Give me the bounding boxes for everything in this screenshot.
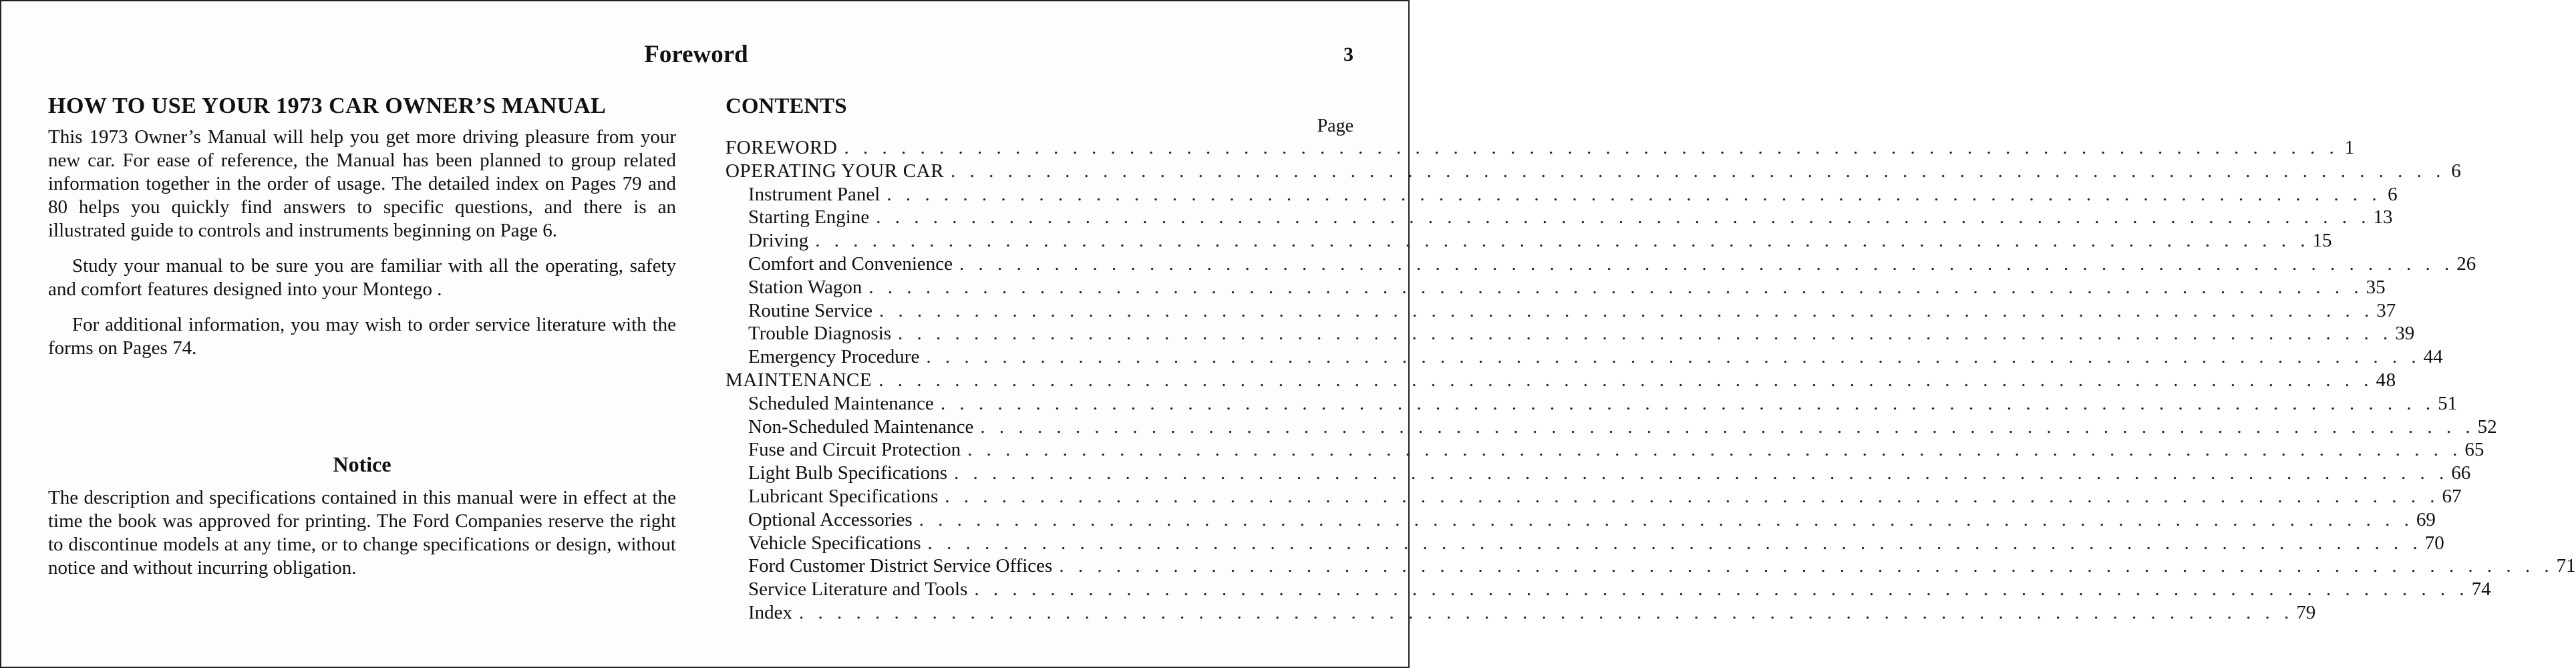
toc-leader-dots: . . . . . . . . . . . . . . . . . . . . . . . . . . . . . . . . . . . . . . . . . . . . . . . . . . . . . . . . . . . . . . . . . . . . . . . . . . . . . . .	[951, 160, 2446, 182]
toc-entry-title: Index	[748, 601, 793, 623]
toc-entry-page: 15	[2312, 230, 2332, 252]
toc-leader-dots: . . . . . . . . . . . . . . . . . . . . . . . . . . . . . . . . . . . . . . . . . . . . . . . . . . . . . . . . . . . . . . . . . . . . . . . . . . . . . . .	[945, 485, 2440, 507]
toc-leader-dots: . . . . . . . . . . . . . . . . . . . . . . . . . . . . . . . . . . . . . . . . . . . . . . . . . . . . . . . . . . . . . . . . . . . . . . . . . . . . . . .	[940, 392, 2436, 414]
contents-heading: CONTENTS	[726, 94, 847, 118]
toc-entry[interactable]	[726, 369, 2396, 392]
toc-leader-dots: . . . . . . . . . . . . . . . . . . . . . . . . . . . . . . . . . . . . . . . . . . . . . . . . . . . . . . . . . . . . . . . . . . . . . . . . . . . . . . .	[876, 206, 2371, 228]
toc-entry-title: Light Bulb Specifications	[748, 462, 948, 484]
toc-entry-title: Fuse and Circuit Protection	[748, 439, 961, 461]
toc-entry-title: Comfort and Convenience	[748, 253, 953, 275]
toc-entry-title: Optional Accessories	[748, 508, 913, 530]
toc-leader-dots: . . . . . . . . . . . . . . . . . . . . . . . . . . . . . . . . . . . . . . . . . . . . . . . . . . . . . . . . . . . . . . . . . . . . . . . . . . . . . . .	[887, 183, 2382, 205]
toc-entry[interactable]	[726, 578, 2491, 601]
toc-entry[interactable]	[726, 532, 2444, 555]
contents-column	[726, 94, 2576, 625]
toc-entry[interactable]	[726, 392, 2458, 415]
toc-entry[interactable]	[726, 160, 2462, 183]
toc-leader-dots: . . . . . . . . . . . . . . . . . . . . . . . . . . . . . . . . . . . . . . . . . . . . . . . . . . . . . . . . . . . . . . . . . . . . . . . . . . . . . . .	[879, 299, 2374, 321]
toc-leader-dots: . . . . . . . . . . . . . . . . . . . . . . . . . . . . . . . . . . . . . . . . . . . . . . . . . . . . . . . . . . . . . . . . . . . . . . . . . . . . . . .	[1059, 555, 2554, 577]
toc-entry-page: 26	[2456, 253, 2476, 275]
toc-entry-page: 6	[2451, 160, 2462, 182]
toc-entry-page: 37	[2376, 299, 2396, 321]
toc-entry-page: 74	[2471, 578, 2491, 601]
toc-entry[interactable]	[726, 229, 2332, 253]
page-number: 3	[1343, 43, 1353, 65]
table-of-contents	[726, 136, 2576, 625]
toc-entry-page: 52	[2477, 415, 2497, 438]
page-title: Foreword	[644, 41, 748, 68]
toc-entry[interactable]	[726, 276, 2386, 299]
toc-leader-dots: . . . . . . . . . . . . . . . . . . . . . . . . . . . . . . . . . . . . . . . . . . . . . . . . . . . . . . . . . . . . . . . . . . . . . . . . . . . . . . .	[919, 508, 2414, 530]
toc-entry[interactable]	[726, 462, 2471, 485]
how-to-paragraph-2: Study your manual to be sure you are familiar with all the operating, safety and comfort features designed into your Montego .	[48, 255, 676, 300]
toc-leader-dots: . . . . . . . . . . . . . . . . . . . . . . . . . . . . . . . . . . . . . . . . . . . . . . . . . . . . . . . . . . . . . . . . . . . . . . . . . . . . . . .	[926, 346, 2421, 368]
toc-leader-dots: . . . . . . . . . . . . . . . . . . . . . . . . . . . . . . . . . . . . . . . . . . . . . . . . . . . . . . . . . . . . . . . . . . . . . . . . . . . . . . .	[868, 276, 2364, 298]
toc-leader-dots: . . . . . . . . . . . . . . . . . . . . . . . . . . . . . . . . . . . . . . . . . . . . . . . . . . . . . . . . . . . . . . . . . . . . . . . . . . . . . . .	[974, 578, 2469, 601]
toc-entry-title: Vehicle Specifications	[748, 532, 921, 554]
toc-entry-title: Driving	[748, 230, 809, 252]
toc-entry[interactable]	[726, 601, 2316, 625]
toc-entry-title: Scheduled Maintenance	[748, 392, 934, 414]
notice-heading: Notice	[333, 452, 391, 476]
toc-leader-dots: . . . . . . . . . . . . . . . . . . . . . . . . . . . . . . . . . . . . . . . . . . . . . . . . . . . . . . . . . . . . . . . . . . . . . . . . . . . . . . .	[954, 462, 2449, 484]
toc-entry[interactable]	[726, 438, 2484, 462]
how-to-heading: HOW TO USE YOUR 1973 CAR OWNER’S MANUAL	[48, 94, 607, 118]
toc-leader-dots: . . . . . . . . . . . . . . . . . . . . . . . . . . . . . . . . . . . . . . . . . . . . . . . . . . . . . . . . . . . . . . . . . . . . . . . . . . . . . . .	[967, 439, 2462, 461]
toc-entry[interactable]	[726, 253, 2476, 276]
toc-leader-dots: . . . . . . . . . . . . . . . . . . . . . . . . . . . . . . . . . . . . . . . . . . . . . . . . . . . . . . . . . . . . . . . . . . . . . . . . . . . . . . .	[980, 415, 2475, 438]
notice-text: The description and specifications contained in this manual were in effect at the time the book was approved for printing. The Ford Companies reserve the right to discontinue models at any time, or to change specifications or design, without notice and without incurring obligation.	[48, 487, 676, 578]
toc-entry-page: 66	[2451, 462, 2471, 484]
toc-entry-title: Service Literature and Tools	[748, 578, 968, 601]
how-to-paragraph-3: For additional information, you may wish to order service literature with the forms on Pages 74.	[48, 314, 676, 359]
toc-entry-page: 6	[2388, 183, 2398, 205]
toc-entry-page: 65	[2464, 439, 2484, 461]
toc-entry-page: 1	[2344, 137, 2355, 158]
page-column-label: Page	[1317, 116, 1353, 136]
toc-entry-page: 71	[2556, 555, 2576, 577]
toc-entry[interactable]	[726, 136, 2355, 160]
toc-entry-title: OPERATING YOUR CAR	[726, 160, 945, 182]
toc-entry-title: Routine Service	[748, 299, 873, 321]
toc-entry[interactable]	[726, 206, 2393, 229]
toc-entry[interactable]	[726, 554, 2576, 578]
toc-entry-page: 13	[2373, 206, 2393, 228]
toc-entry-page: 35	[2366, 276, 2386, 298]
toc-entry-title: Instrument Panel	[748, 183, 880, 205]
toc-entry-title: Trouble Diagnosis	[748, 323, 892, 345]
toc-entry-page: 70	[2424, 532, 2444, 554]
toc-entry-page: 51	[2438, 392, 2458, 414]
toc-entry-title: Emergency Procedure	[748, 346, 920, 368]
toc-leader-dots: . . . . . . . . . . . . . . . . . . . . . . . . . . . . . . . . . . . . . . . . . . . . . . . . . . . . . . . . . . . . . . . . . . . . . . . . . . . . . . .	[959, 253, 2454, 275]
toc-entry-title: FOREWORD	[726, 137, 838, 158]
toc-leader-dots: . . . . . . . . . . . . . . . . . . . . . . . . . . . . . . . . . . . . . . . . . . . . . . . . . . . . . . . . . . . . . . . . . . . . . . . . . . . . . . .	[878, 369, 2374, 391]
toc-entry-page: 48	[2376, 369, 2396, 391]
toc-entry[interactable]	[726, 299, 2396, 323]
toc-leader-dots: . . . . . . . . . . . . . . . . . . . . . . . . . . . . . . . . . . . . . . . . . . . . . . . . . . . . . . . . . . . . . . . . . . . . . . . . . . . . . . .	[927, 532, 2422, 554]
toc-entry[interactable]	[726, 345, 2443, 369]
toc-entry-page: 79	[2296, 601, 2316, 623]
toc-leader-dots: . . . . . . . . . . . . . . . . . . . . . . . . . . . . . . . . . . . . . . . . . . . . . . . . . . . . . . . . . . . . . . . . . . . . . . . . . . . . . . .	[898, 323, 2393, 345]
toc-entry-title: MAINTENANCE	[726, 369, 872, 391]
toc-entry-page: 44	[2423, 346, 2443, 368]
how-to-paragraph-1: This 1973 Owner’s Manual will help you get more driving pleasure from your new car. For ease of reference, the Manual has been planned to group related information together in the order of usage. The detailed index on Pages 79 and 80 helps you quickly find answers to specific questions, and there is an illustrated guide to controls and instruments beginning on Page 6.	[48, 126, 676, 241]
toc-entry[interactable]	[726, 485, 2462, 508]
toc-entry-title: Station Wagon	[748, 276, 862, 298]
toc-entry-page: 67	[2442, 485, 2462, 507]
toc-leader-dots: . . . . . . . . . . . . . . . . . . . . . . . . . . . . . . . . . . . . . . . . . . . . . . . . . . . . . . . . . . . . . . . . . . . . . . . . . . . . . . .	[815, 230, 2310, 252]
toc-entry-title: Ford Customer District Service Offices	[748, 555, 1053, 577]
toc-entry[interactable]	[726, 508, 2436, 532]
toc-entry-title: Lubricant Specifications	[748, 485, 939, 507]
toc-entry[interactable]	[726, 415, 2497, 439]
toc-entry-title: Starting Engine	[748, 206, 870, 228]
toc-entry[interactable]	[726, 183, 2398, 206]
toc-entry-page: 39	[2395, 323, 2415, 345]
toc-leader-dots: . . . . . . . . . . . . . . . . . . . . . . . . . . . . . . . . . . . . . . . . . . . . . . . . . . . . . . . . . . . . . . . . . . . . . . . . . . . . . . .	[844, 137, 2339, 158]
toc-entry[interactable]	[726, 322, 2415, 345]
toc-entry-page: 69	[2416, 508, 2436, 530]
toc-entry-title: Non-Scheduled Maintenance	[748, 415, 974, 438]
left-column	[48, 94, 676, 580]
toc-leader-dots: . . . . . . . . . . . . . . . . . . . . . . . . . . . . . . . . . . . . . . . . . . . . . . . . . . . . . . . . . . . . . . . . . . . . . . . . . . . . . . .	[799, 601, 2294, 623]
